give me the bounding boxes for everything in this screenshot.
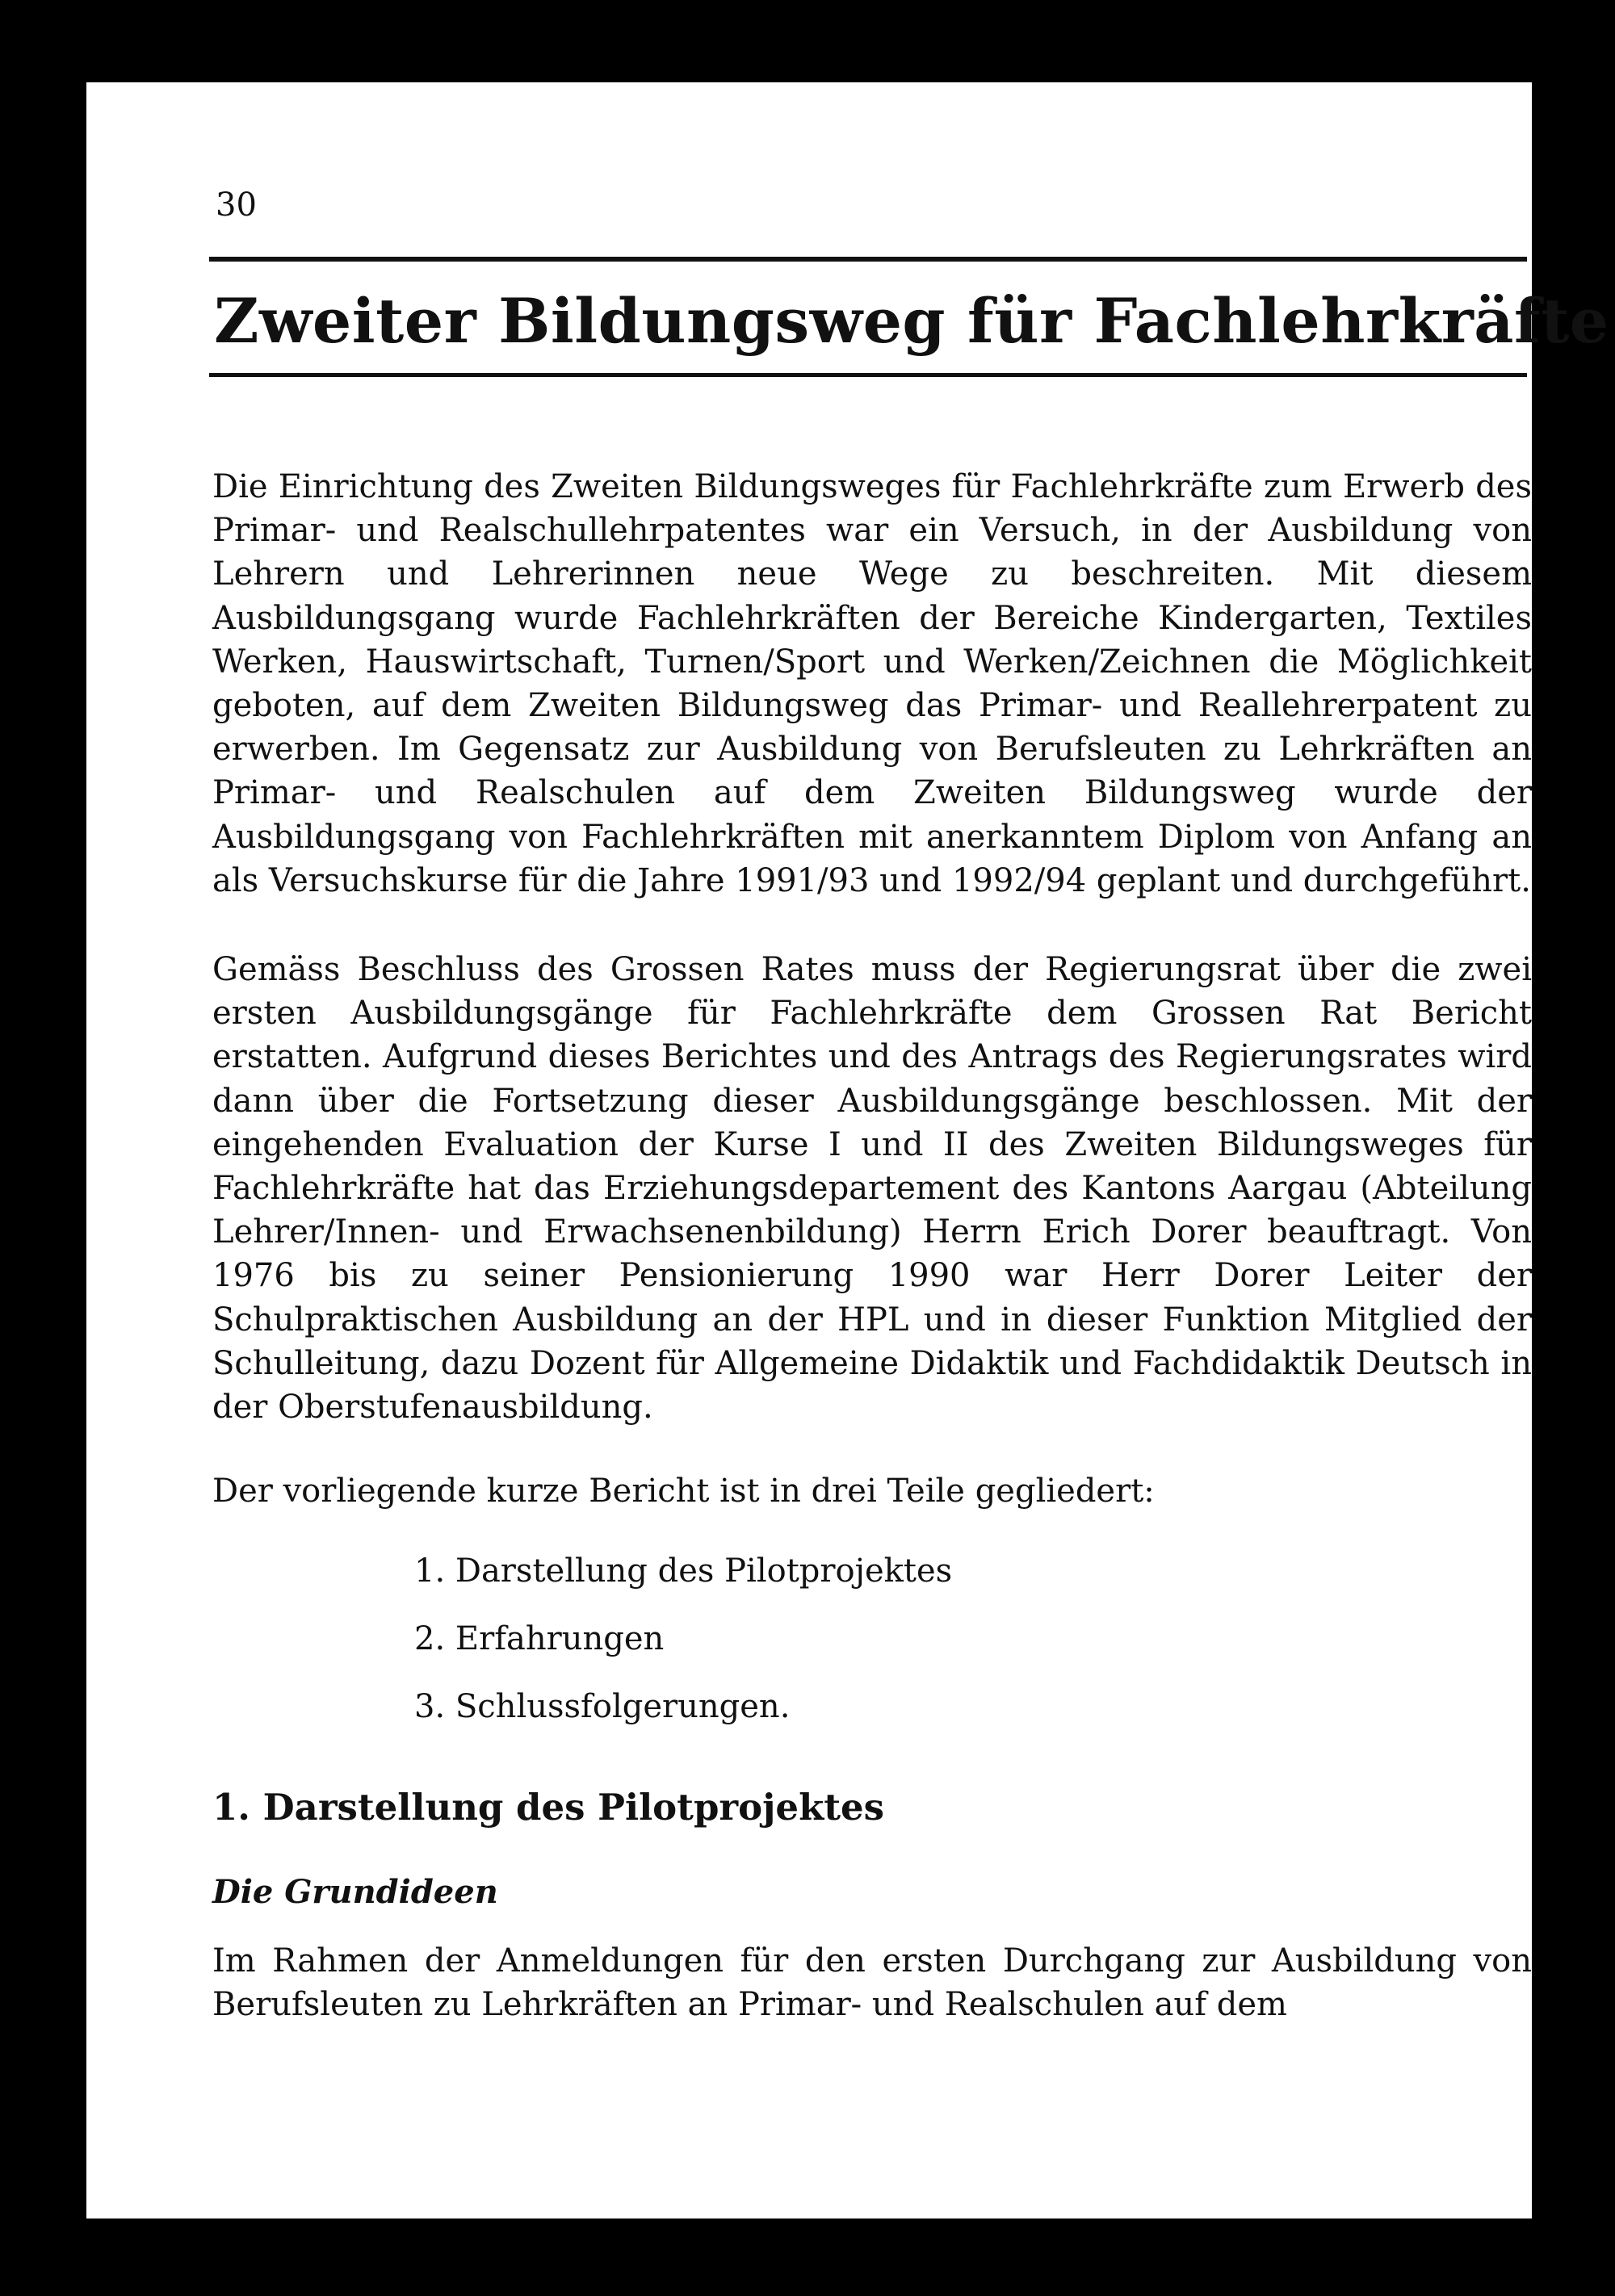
paragraph-grundideen: Im Rahmen der Anmeldungen für den ersten Durchgang zur Ausbildung von Berufsleuten zu Lehrkräften an Primar- und Realschulen auf dem	[212, 1942, 1532, 2024]
paragraph-structure: Der vorliegende kurze Bericht ist in drei Teile gegliedert:	[212, 1473, 1155, 1510]
title-bottom-rule	[209, 373, 1527, 377]
subsection-heading: Die Grundideen	[212, 1873, 498, 1911]
outline-item: 1. Darstellung des Pilotprojektes	[414, 1552, 953, 1590]
document-page	[86, 82, 1609, 2218]
page-number: 30	[216, 186, 257, 224]
outline-item: 3. Schlussfolgerungen.	[414, 1688, 791, 1725]
paragraph-evaluation: Gemäss Beschluss des Grossen Rates muss der Regierungsrat über die zwei ersten Ausbildungsgänge für Fachlehrkräfte dem Grossen Rat Bericht erstatten. Aufgrund dieses Berichtes und des Antrags des Regierungsrates wird dann über die Fortsetzung dieser Ausbildungsgänge beschlossen. Mit der eingehenden Evaluation der Kurse I und II des Zweiten Bildungsweges für Fachlehrkräfte hat das Erziehungsdepartement des Kantons Aargau (Abteilung Lehrer/Innen- und Erwachsenenbildung) Herrn Erich Dorer beauftragt. Von 1976 bis zu seiner Pensionierung 1990 war Herr Dorer Leiter der Schulpraktischen Ausbildung an der HPL und in dieser Funktion Mitglied der Schulleitung, dazu Dozent für Allgemeine Didaktik und Fachdidaktik Deutsch in der Oberstufenausbildung.	[212, 951, 1532, 1427]
paragraph-intro: Die Einrichtung des Zweiten Bildungsweges für Fachlehrkräfte zum Erwerb des Primar- und Realschullehrpatentes war ein Versuch, in der Ausbildung von Lehrern und Lehrerinnen neue Wege zu beschreiten. Mit diesem Ausbildungsgang wurde Fachlehrkräften der Bereiche Kindergarten, Textiles Werken, Hauswirtschaft, Turnen/Sport und Werken/Zeichnen die Möglichkeit geboten, auf dem Zweiten Bildungsweg das Primar- und Reallehrerpatent zu erwerben. Im Gegensatz zur Ausbildung von Berufsleuten zu Lehrkräften an Primar- und Realschulen auf dem Zweiten Bildungsweg wurde der Ausbildungsgang von Fachlehrkräften mit anerkanntem Diplom von Anfang an als Versuchskurse für die Jahre 1991/93 und 1992/94 geplant und durchgeführt.	[212, 468, 1532, 899]
title-top-rule	[209, 257, 1527, 262]
report-outline	[414, 1537, 952, 1741]
section-heading: 1. Darstellung des Pilotprojektes	[212, 1786, 884, 1829]
outline-item: 2. Erfahrungen	[414, 1620, 665, 1657]
page-title: Zweiter Bildungsweg für Fachlehrkräfte	[214, 285, 1609, 357]
